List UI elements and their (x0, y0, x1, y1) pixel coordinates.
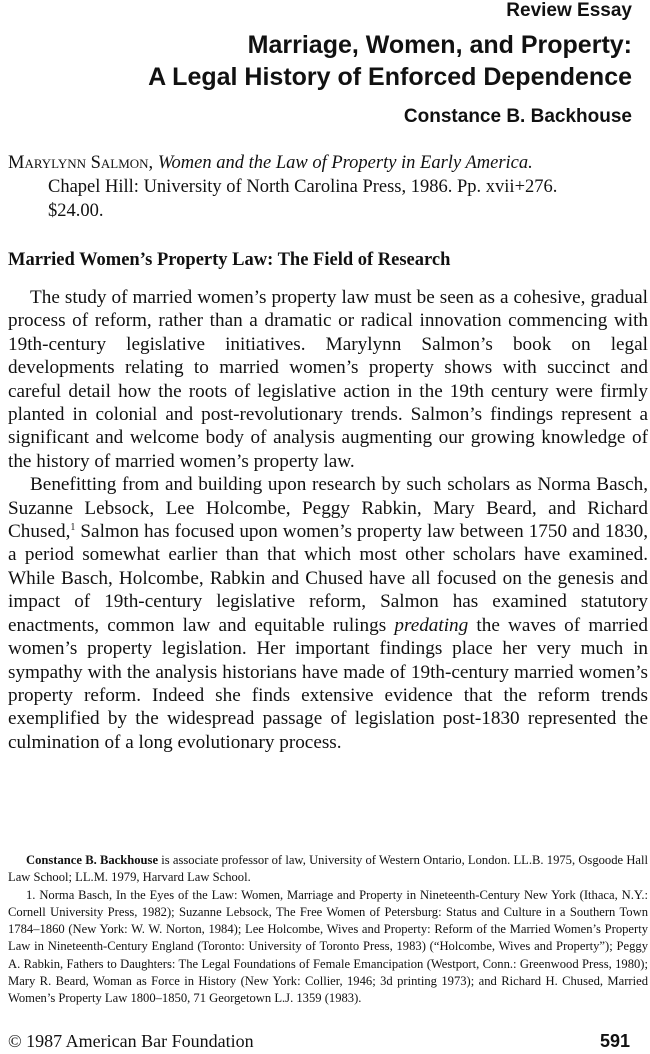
reviewed-book-title: Women and the Law of Property in Early America. (157, 153, 533, 173)
citation-price: $24.00. (48, 201, 104, 221)
citation-line-1 (8, 151, 638, 175)
body-paragraph-2: Benefitting from and building upon research by such scholars as Norma Basch, Suzanne Lebsock, Lee Holcombe, Peggy Rabkin, Mary Beard, and Richard Chused,$^1$ Salmon has focused upon women’s property law between 1750 and 1830, a period somewhat earlier than that which most other scholars have examined. While Basch, Holcombe, Rabkin and Chused have all focused on the genesis and impact of 19th-century legislative reform, Salmon has examined statutory enactments, common law and equitable rulings predating the waves of married women’s property legislation. Her important findings place her very much in sympathy with the analysis historians have made of 19th-century married women’s property reform. Indeed she finds extensive evidence that the reform trends exemplified by the widespread passage of legislation post-1830 represented the culmination of a long evolutionary process. (8, 474, 648, 753)
author-note: Constance B. Backhouse is associate professor of law, University of Western Ontario, London. LL.B. 1975, Osgoode Hall Law School; LL.M. 1979, Harvard Law School. (8, 853, 649, 885)
footnote-ref-1: 1 (70, 522, 76, 534)
footnotes (8, 852, 648, 1008)
book-citation (8, 151, 638, 223)
copyright-notice: © 1987 American Bar Foundation (8, 1031, 254, 1051)
article-title-line-1: Marriage, Women, and Property: (247, 31, 632, 59)
footnote-1: 1. Norma Basch, In the Eyes of the Law: Women, Marriage and Property in Nineteenth-Century New York (Ithaca, N.Y.: Cornell University Press, 1982); Suzanne Lebsock, The Free Women of Petersburg: Status and Culture in a Southern Town 1784–1860 (New York: W. W. Norton, 1984); Lee Holcombe, Wives and Property: Reform of the Married Women’s Property Law in Nineteenth-Century England (Toronto: University of Toronto Press, 1983) (“Holcombe, Wives and Property”); Peggy A. Rabkin, Fathers to Daughters: The Legal Foundations of Female Emancipation (Westport, Conn.: Greenwood Press, 1980); Mary R. Beard, Woman as Force in History (New York: Collier, 1946; 3d printing 1973); and Richard H. Chused, Married Women’s Property Law 1800–1850, 71 Georgetown L.J. 1359 (1983). (8, 887, 648, 1006)
author-note-name: Constance B. Backhouse (26, 853, 159, 867)
reviewed-author: Marylynn Salmon, (8, 153, 154, 173)
article-author: Constance B. Backhouse (403, 106, 632, 127)
section-label: Review Essay (506, 0, 632, 21)
article-title-line-2: A Legal History of Enforced Dependence (148, 63, 632, 91)
body-text (8, 286, 648, 754)
page-number: 591 (599, 1031, 630, 1051)
body-paragraph-1: The study of married women’s property law must be seen as a cohesive, gradual process of reform, rather than a dramatic or radical innovation commencing with 19th-century legislative initiatives. Marylynn Salmon’s book on legal developments relating to married women’s property shows with succinct and careful detail how the roots of legislative action in the 19th century were firmly planted in colonial and post-revolutionary trends. Salmon’s findings represent a significant and welcome body of analysis augmenting our growing knowledge of the history of married women’s property law. (8, 287, 648, 472)
citation-publisher: Chapel Hill: University of North Carolina Press, 1986. Pp. xvii+276. (48, 177, 558, 197)
section-heading: Married Women’s Property Law: The Field of Research (8, 250, 451, 270)
